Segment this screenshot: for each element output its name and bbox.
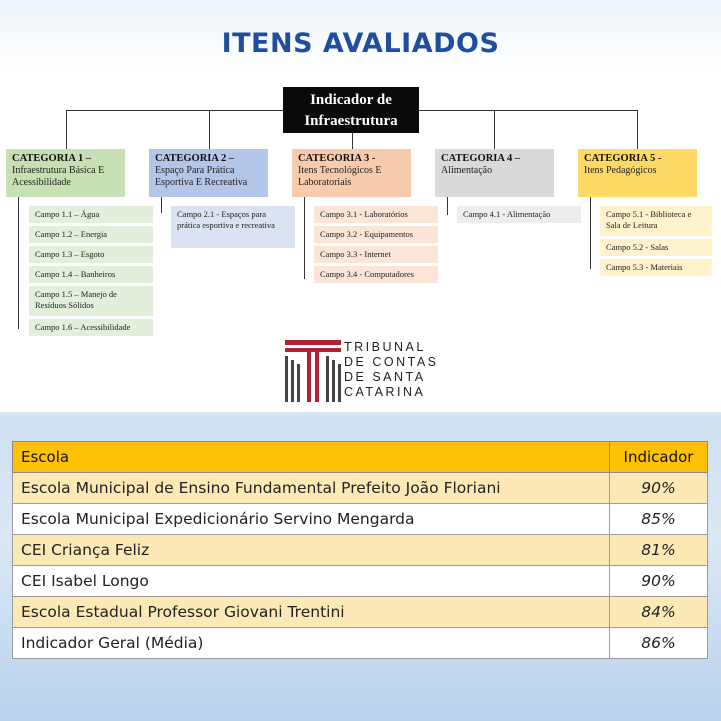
tce-sc-logo-text: TRIBUNAL DE CONTAS DE SANTA CATARINA (344, 340, 439, 399)
root-indicator-box (283, 87, 419, 133)
school-indicator: 86% (610, 628, 708, 659)
school-name: Escola Municipal Expedicionário Servino Mengarda (13, 504, 610, 535)
table-row (13, 504, 708, 535)
campo-3-4: Campo 3.4 - Computadores (314, 266, 438, 283)
school-name: CEI Criança Feliz (13, 535, 610, 566)
category-3-desc: Itens Tecnológicos E Laboratoriais (298, 165, 382, 188)
table-row-average (13, 628, 708, 659)
school-name: Escola Municipal de Ensino Fundamental Prefeito João Floriani (13, 473, 610, 504)
campo-5-1: Campo 5.1 - Biblioteca e Sala de Leitura (600, 206, 712, 236)
campo-3-2: Campo 3.2 - Equipamentos (314, 226, 438, 243)
school-indicator: 90% (610, 473, 708, 504)
tce-sc-logo-icon (285, 340, 341, 402)
category-2 (149, 149, 268, 197)
campo-5-2: Campo 5.2 - Salas (600, 239, 712, 256)
campo-2-1: Campo 2.1 - Espaços para prática esportiva e recreativa (171, 206, 295, 248)
category-1 (6, 149, 125, 197)
school-name: CEI Isabel Longo (13, 566, 610, 597)
category-4-name: CATEGORIA 4 – (441, 153, 521, 164)
infrastructure-diagram (0, 82, 721, 412)
campo-1-2: Campo 1.2 – Energia (29, 226, 153, 243)
campo-4-1: Campo 4.1 - Alimentação (457, 206, 581, 223)
table-row (13, 535, 708, 566)
campo-3-3: Campo 3.3 - Internet (314, 246, 438, 263)
campo-1-6: Campo 1.6 – Acessibilidade (29, 319, 153, 336)
table-row (13, 597, 708, 628)
table-row (13, 566, 708, 597)
school-indicator: 90% (610, 566, 708, 597)
school-indicator: 85% (610, 504, 708, 535)
header-escola: Escola (13, 442, 610, 473)
table-header-row (13, 442, 708, 473)
school-indicator: 81% (610, 535, 708, 566)
category-2-name: CATEGORIA 2 – (155, 153, 235, 164)
campo-1-3: Campo 1.3 – Esgoto (29, 246, 153, 263)
root-line1: Indicador de (310, 92, 392, 108)
schools-table (12, 441, 708, 659)
campo-1-4: Campo 1.4 – Banheiros (29, 266, 153, 283)
category-3-name: CATEGORIA 3 - (298, 153, 376, 164)
category-3 (292, 149, 411, 197)
root-line2: Infraestrutura (304, 113, 398, 129)
category-5-desc: Itens Pedagógicos (584, 165, 657, 176)
campo-5-3: Campo 5.3 - Materiais (600, 259, 712, 276)
category-4 (435, 149, 554, 197)
school-indicator: 84% (610, 597, 708, 628)
category-5 (578, 149, 697, 197)
campo-1-5: Campo 1.5 – Manejo de Resíduos Sólidos (29, 286, 153, 316)
category-1-name: CATEGORIA 1 – (12, 153, 92, 164)
campo-1-1: Campo 1.1 – Água (29, 206, 153, 223)
header-indicador: Indicador (610, 442, 708, 473)
table-row (13, 473, 708, 504)
category-1-desc: Infraestrutura Básica E Acessibilidade (12, 165, 105, 188)
category-4-desc: Alimentação (441, 165, 493, 176)
school-name: Escola Estadual Professor Giovani Trentini (13, 597, 610, 628)
school-name: Indicador Geral (Média) (13, 628, 610, 659)
category-5-name: CATEGORIA 5 - (584, 153, 662, 164)
category-2-desc: Espaço Para Prática Esportiva E Recreativa (155, 165, 248, 188)
campo-3-1: Campo 3.1 - Laboratórios (314, 206, 438, 223)
page-title: ITENS AVALIADOS (221, 28, 500, 59)
